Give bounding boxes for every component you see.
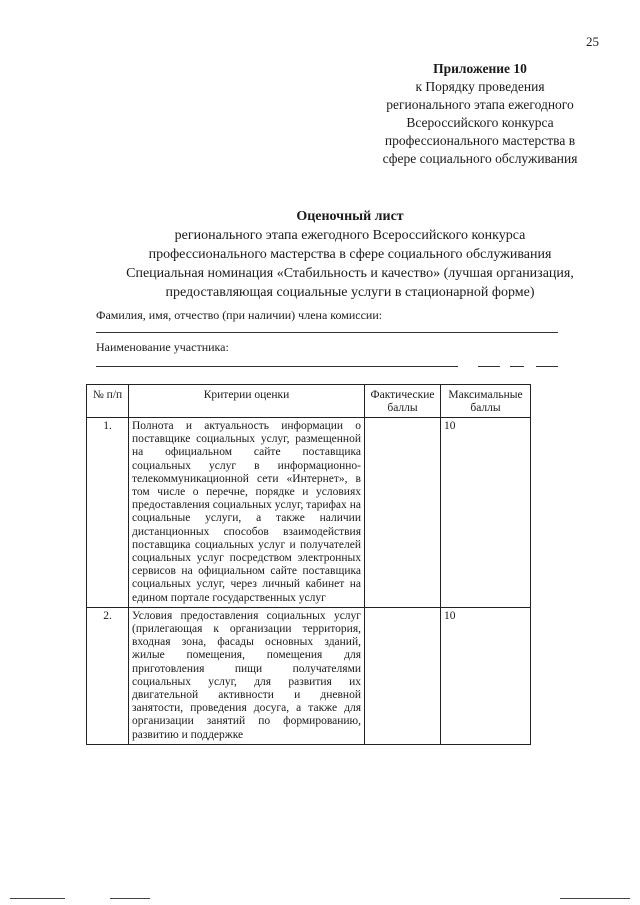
header-criteria: Критерии оценки bbox=[129, 385, 365, 418]
row-actual-score[interactable] bbox=[365, 607, 441, 744]
appendix-line: к Порядку проведения bbox=[415, 79, 545, 94]
appendix-line: профессионального мастерства в bbox=[384, 133, 576, 148]
row-number: 1. bbox=[87, 418, 129, 608]
scan-edge-line bbox=[110, 898, 150, 899]
participant-label: Наименование участника: bbox=[96, 340, 229, 354]
table-row bbox=[87, 607, 531, 744]
header-max: Максимальные баллы bbox=[441, 385, 531, 418]
scan-edge-line bbox=[10, 898, 65, 899]
row-max-score: 10 bbox=[441, 607, 531, 744]
sheet-title: Оценочный лист bbox=[296, 209, 404, 224]
row-criteria: Условия предоставления социальных услуг (прилегающая к организации территория, входная зона, фасады основных зданий, жилые помещения, помещения для приготовления пищи получателями социальных услуг, для развития их двигательной активности и дневной занятости, проведения досуга, а также для организации занятий по формированию, развитию и поддержке bbox=[129, 607, 365, 744]
criteria-table bbox=[86, 384, 531, 745]
sheet-subtitle-line: предоставляющая социальные услуги в стационарной форме) bbox=[165, 285, 535, 300]
table-header-row bbox=[87, 385, 531, 418]
commission-member-label: Фамилия, имя, отчество (при наличии) члена комиссии: bbox=[96, 308, 383, 322]
row-actual-score[interactable] bbox=[365, 418, 441, 608]
appendix-line: регионального этапа ежегодного bbox=[386, 97, 574, 112]
row-number: 2. bbox=[87, 607, 129, 744]
appendix-title: Приложение 10 bbox=[433, 61, 527, 76]
header-actual: Фактические баллы bbox=[365, 385, 441, 418]
sheet-subtitle-line: регионального этапа ежегодного Всероссийского конкурса bbox=[174, 228, 526, 243]
appendix-header bbox=[360, 60, 600, 168]
appendix-line: сфере социального обслуживания bbox=[382, 151, 578, 166]
commission-member-line[interactable] bbox=[96, 332, 558, 333]
sheet-subtitle-line: профессионального мастерства в сфере социального обслуживания bbox=[148, 247, 552, 262]
sheet-subtitle-line: Специальная номинация «Стабильность и качество» (лучшая организация, bbox=[126, 266, 574, 281]
table-row bbox=[87, 418, 531, 608]
header-number: № п/п bbox=[87, 385, 129, 418]
appendix-line: Всероссийского конкурса bbox=[406, 115, 554, 130]
row-criteria: Полнота и актуальность информации о поставщике социальных услуг, размещенной на официальном сайте поставщика социальных услуг в информационно-телекоммуникационной сети «Интернет», в том числе о перечне, порядке и условиях предоставления социальных услуг, тарифах на социальные услуги, а также наличии дистанционных способов взаимодействия поставщика социальных услуг и получателей социальных услуг посредством электронных сервисов на официальном сайте поставщика социальных услуг, через личный кабинет на едином портале государственных услуг bbox=[129, 418, 365, 608]
page-number: 25 bbox=[586, 34, 599, 49]
participant-line-dash bbox=[478, 366, 500, 367]
participant-line-dash bbox=[510, 366, 524, 367]
participant-line-dash bbox=[536, 366, 558, 367]
scan-edge-line bbox=[560, 898, 630, 899]
sheet-title-block bbox=[90, 207, 610, 302]
row-max-score: 10 bbox=[441, 418, 531, 608]
participant-line[interactable] bbox=[96, 366, 458, 367]
